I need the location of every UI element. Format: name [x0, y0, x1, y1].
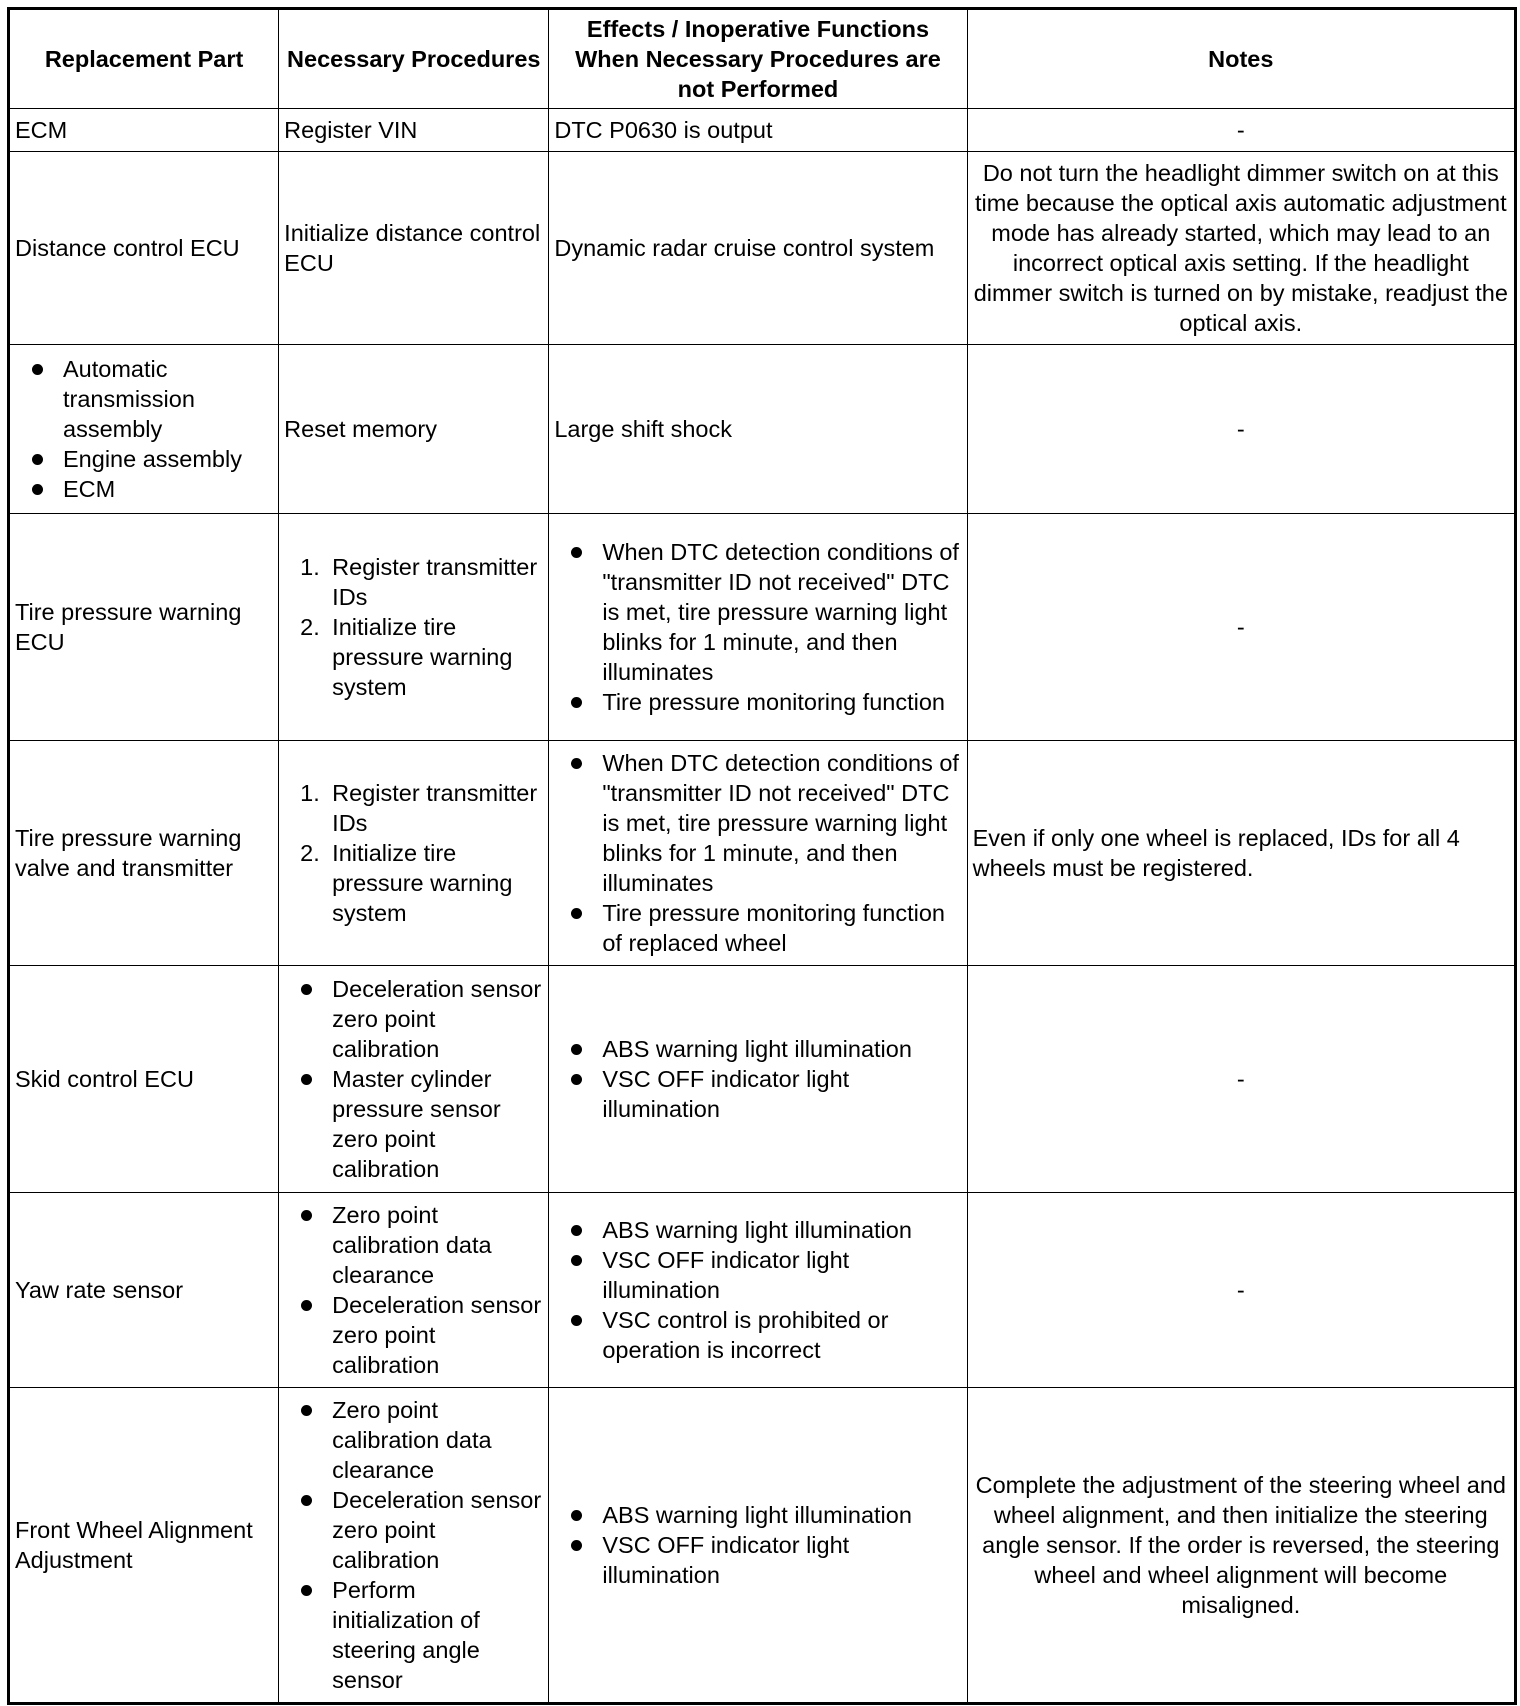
replacement-procedures-table [7, 7, 1517, 1705]
procedures-bullet-list [284, 1200, 543, 1380]
list-item: ABS warning light illumination [554, 1215, 961, 1245]
effects-bullet-list [554, 537, 961, 717]
list-item: Zero point calibration data clearance [284, 1200, 543, 1290]
list-item [284, 838, 543, 928]
table-row [9, 1388, 1516, 1704]
list-item: VSC OFF indicator light illumination [554, 1245, 961, 1305]
cell-notes: Even if only one wheel is replaced, IDs for all 4 wheels must be registered. [967, 741, 1515, 966]
list-item: Deceleration sensor zero point calibration [284, 974, 543, 1064]
cell-effects [549, 741, 967, 966]
cell-notes: - [967, 1193, 1515, 1388]
cell-effects [549, 1388, 967, 1704]
cell-procedures [279, 514, 549, 741]
header-necessary-procedures: Necessary Procedures [279, 9, 549, 109]
cell-procedures [279, 1388, 549, 1704]
table-row [9, 966, 1516, 1193]
cell-notes: - [967, 514, 1515, 741]
cell-effects: Dynamic radar cruise control system [549, 152, 967, 345]
cell-notes: - [967, 109, 1515, 152]
list-item: Tire pressure monitoring function of replaced wheel [554, 898, 961, 958]
table-header-row [9, 9, 1516, 109]
cell-part: Tire pressure warning ECU [9, 514, 279, 741]
list-item: ECM [15, 474, 273, 504]
cell-procedures [279, 741, 549, 966]
cell-effects: DTC P0630 is output [549, 109, 967, 152]
list-item [284, 778, 543, 838]
list-item: Perform initialization of steering angle sensor [284, 1575, 543, 1695]
list-item: ABS warning light illumination [554, 1500, 961, 1530]
list-number: 1. [300, 780, 320, 806]
cell-procedures [279, 1193, 549, 1388]
header-effects: Effects / Inoperative Functions When Necessary Procedures are not Performed [549, 9, 967, 109]
cell-notes: - [967, 966, 1515, 1193]
list-number: 2. [300, 840, 320, 866]
list-item: VSC OFF indicator light illumination [554, 1064, 961, 1124]
table-row [9, 345, 1516, 514]
cell-part: Yaw rate sensor [9, 1193, 279, 1388]
cell-effects: Large shift shock [549, 345, 967, 514]
list-item: Tire pressure monitoring function [554, 687, 961, 717]
list-item-text: Initialize tire pressure warning system [332, 614, 513, 700]
cell-procedures: Register VIN [279, 109, 549, 152]
effects-bullet-list [554, 1500, 961, 1590]
table-row [9, 514, 1516, 741]
cell-notes: Complete the adjustment of the steering wheel and wheel alignment, and then initialize the steering angle sensor. If the order is reversed, the steering wheel and wheel alignment will become misaligned. [967, 1388, 1515, 1704]
list-item: ABS warning light illumination [554, 1034, 961, 1064]
list-item: Deceleration sensor zero point calibration [284, 1485, 543, 1575]
cell-part: Tire pressure warning valve and transmitter [9, 741, 279, 966]
cell-notes: - [967, 345, 1515, 514]
table-row [9, 152, 1516, 345]
list-item: Zero point calibration data clearance [284, 1395, 543, 1485]
cell-effects [549, 514, 967, 741]
procedures-bullet-list [284, 974, 543, 1184]
list-item-text: Register transmitter IDs [332, 780, 538, 836]
effects-bullet-list [554, 748, 961, 958]
cell-procedures: Initialize distance control ECU [279, 152, 549, 345]
list-item: Engine assembly [15, 444, 273, 474]
procedures-bullet-list [284, 1395, 543, 1695]
procedures-numbered-list [284, 552, 543, 702]
effects-bullet-list [554, 1215, 961, 1365]
cell-effects [549, 966, 967, 1193]
table-row [9, 741, 1516, 966]
list-item [284, 552, 543, 612]
list-number: 1. [300, 554, 320, 580]
part-bullet-list [15, 354, 273, 504]
list-item: Deceleration sensor zero point calibration [284, 1290, 543, 1380]
effects-bullet-list [554, 1034, 961, 1124]
table-row [9, 1193, 1516, 1388]
cell-procedures: Reset memory [279, 345, 549, 514]
cell-procedures [279, 966, 549, 1193]
list-item: VSC OFF indicator light illumination [554, 1530, 961, 1590]
cell-part: Distance control ECU [9, 152, 279, 345]
cell-part [9, 345, 279, 514]
cell-part: Front Wheel Alignment Adjustment [9, 1388, 279, 1704]
cell-part: Skid control ECU [9, 966, 279, 1193]
document-page [7, 7, 1517, 1705]
cell-part: ECM [9, 109, 279, 152]
list-item: VSC control is prohibited or operation is incorrect [554, 1305, 961, 1365]
header-notes: Notes [967, 9, 1515, 109]
list-number: 2. [300, 614, 320, 640]
list-item-text: Register transmitter IDs [332, 554, 538, 610]
list-item-text: Initialize tire pressure warning system [332, 840, 513, 926]
procedures-numbered-list [284, 778, 543, 928]
list-item: Master cylinder pressure sensor zero point calibration [284, 1064, 543, 1184]
list-item [284, 612, 543, 702]
list-item: When DTC detection conditions of "transmitter ID not received" DTC is met, tire pressure warning light blinks for 1 minute, and then illuminates [554, 748, 961, 898]
cell-notes: Do not turn the headlight dimmer switch on at this time because the optical axis automatic adjustment mode has already started, which may lead to an incorrect optical axis setting. If the headlight dimmer switch is turned on by mistake, readjust the optical axis. [967, 152, 1515, 345]
list-item: Automatic transmission assembly [15, 354, 273, 444]
list-item: When DTC detection conditions of "transmitter ID not received" DTC is met, tire pressure warning light blinks for 1 minute, and then illuminates [554, 537, 961, 687]
header-replacement-part: Replacement Part [9, 9, 279, 109]
cell-effects [549, 1193, 967, 1388]
table-row [9, 109, 1516, 152]
